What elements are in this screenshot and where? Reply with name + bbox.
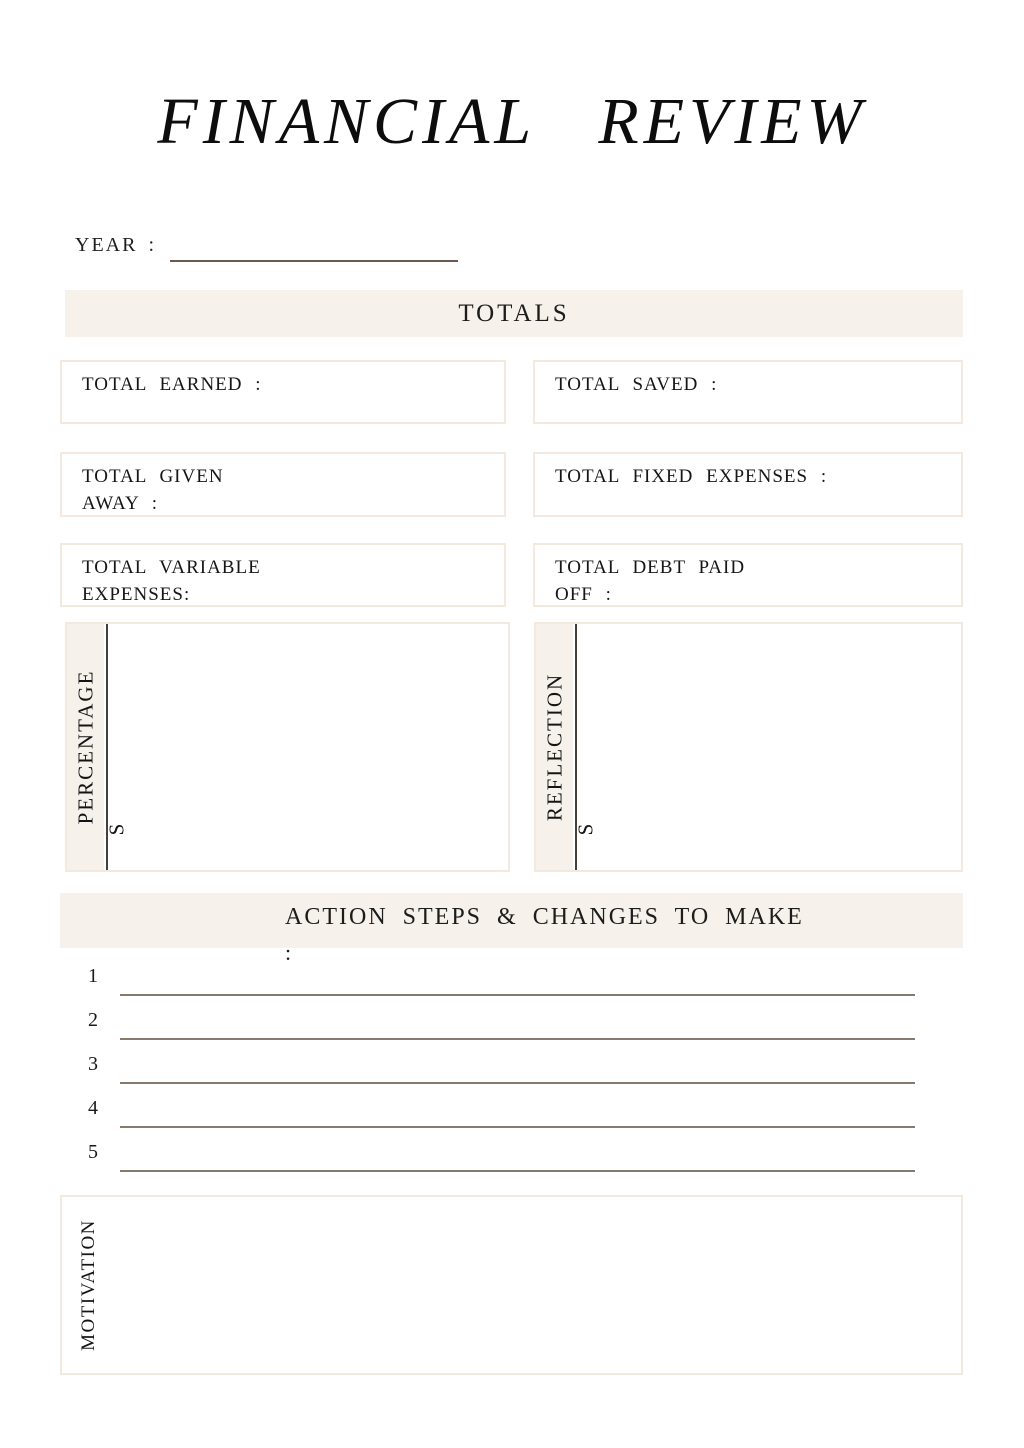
step-row-2 <box>60 996 963 1040</box>
reflections-section <box>534 622 963 872</box>
action-steps-header-colon: : <box>285 940 294 965</box>
step-row-1 <box>60 952 963 996</box>
total-given-away-label-line2: AWAY : <box>82 493 159 514</box>
reflections-writing-area[interactable] <box>581 624 961 870</box>
total-saved-field[interactable] <box>533 360 963 424</box>
year-label: YEAR : <box>75 234 156 256</box>
step-number-4: 4 <box>88 1097 98 1119</box>
step-number-1: 1 <box>88 965 98 987</box>
motivation-writing-area[interactable] <box>122 1197 961 1373</box>
reflections-label-overflow: S <box>573 823 598 836</box>
total-debt-paid-off-label: TOTAL DEBT PAID <box>555 557 746 578</box>
reflections-label: REFLECTION <box>542 672 567 822</box>
step-number-5: 5 <box>88 1141 98 1163</box>
total-variable-expenses-field[interactable] <box>60 543 506 607</box>
percentages-label: PERCENTAGE <box>73 669 98 825</box>
action-steps-list <box>60 952 963 1172</box>
total-fixed-expenses-label: TOTAL FIXED EXPENSES : <box>555 466 828 487</box>
total-given-away-label: TOTAL GIVEN <box>82 466 224 487</box>
total-given-away-field[interactable] <box>60 452 506 517</box>
total-earned-field[interactable] <box>60 360 506 424</box>
motivation-label: MOTIVATION <box>78 1219 99 1351</box>
year-input-line[interactable] <box>170 260 458 262</box>
step-row-3 <box>60 1040 963 1084</box>
total-earned-label: TOTAL EARNED : <box>82 374 262 395</box>
step-row-4 <box>60 1084 963 1128</box>
step-input-line-5[interactable] <box>120 1170 915 1172</box>
total-saved-label: TOTAL SAVED : <box>555 374 718 395</box>
action-steps-section-header <box>60 893 963 965</box>
total-debt-paid-off-label-line2: OFF : <box>555 584 612 605</box>
step-row-5 <box>60 1128 963 1172</box>
step-number-2: 2 <box>88 1009 98 1031</box>
totals-header-text: TOTALS <box>458 300 570 327</box>
total-debt-paid-off-field[interactable] <box>533 543 963 607</box>
totals-section-header <box>65 290 963 337</box>
percentages-writing-area[interactable] <box>112 624 508 870</box>
percentages-label-overflow: S <box>104 823 129 836</box>
total-variable-expenses-label-line2: EXPENSES: <box>82 584 191 605</box>
total-variable-expenses-label: TOTAL VARIABLE <box>82 557 261 578</box>
action-steps-header-text: ACTION STEPS & CHANGES TO MAKE <box>285 904 804 930</box>
page-title: FINANCIAL REVIEW <box>157 85 867 158</box>
step-number-3: 3 <box>88 1053 98 1075</box>
motivation-section <box>60 1195 963 1375</box>
total-fixed-expenses-field[interactable] <box>533 452 963 517</box>
percentages-section <box>65 622 510 872</box>
